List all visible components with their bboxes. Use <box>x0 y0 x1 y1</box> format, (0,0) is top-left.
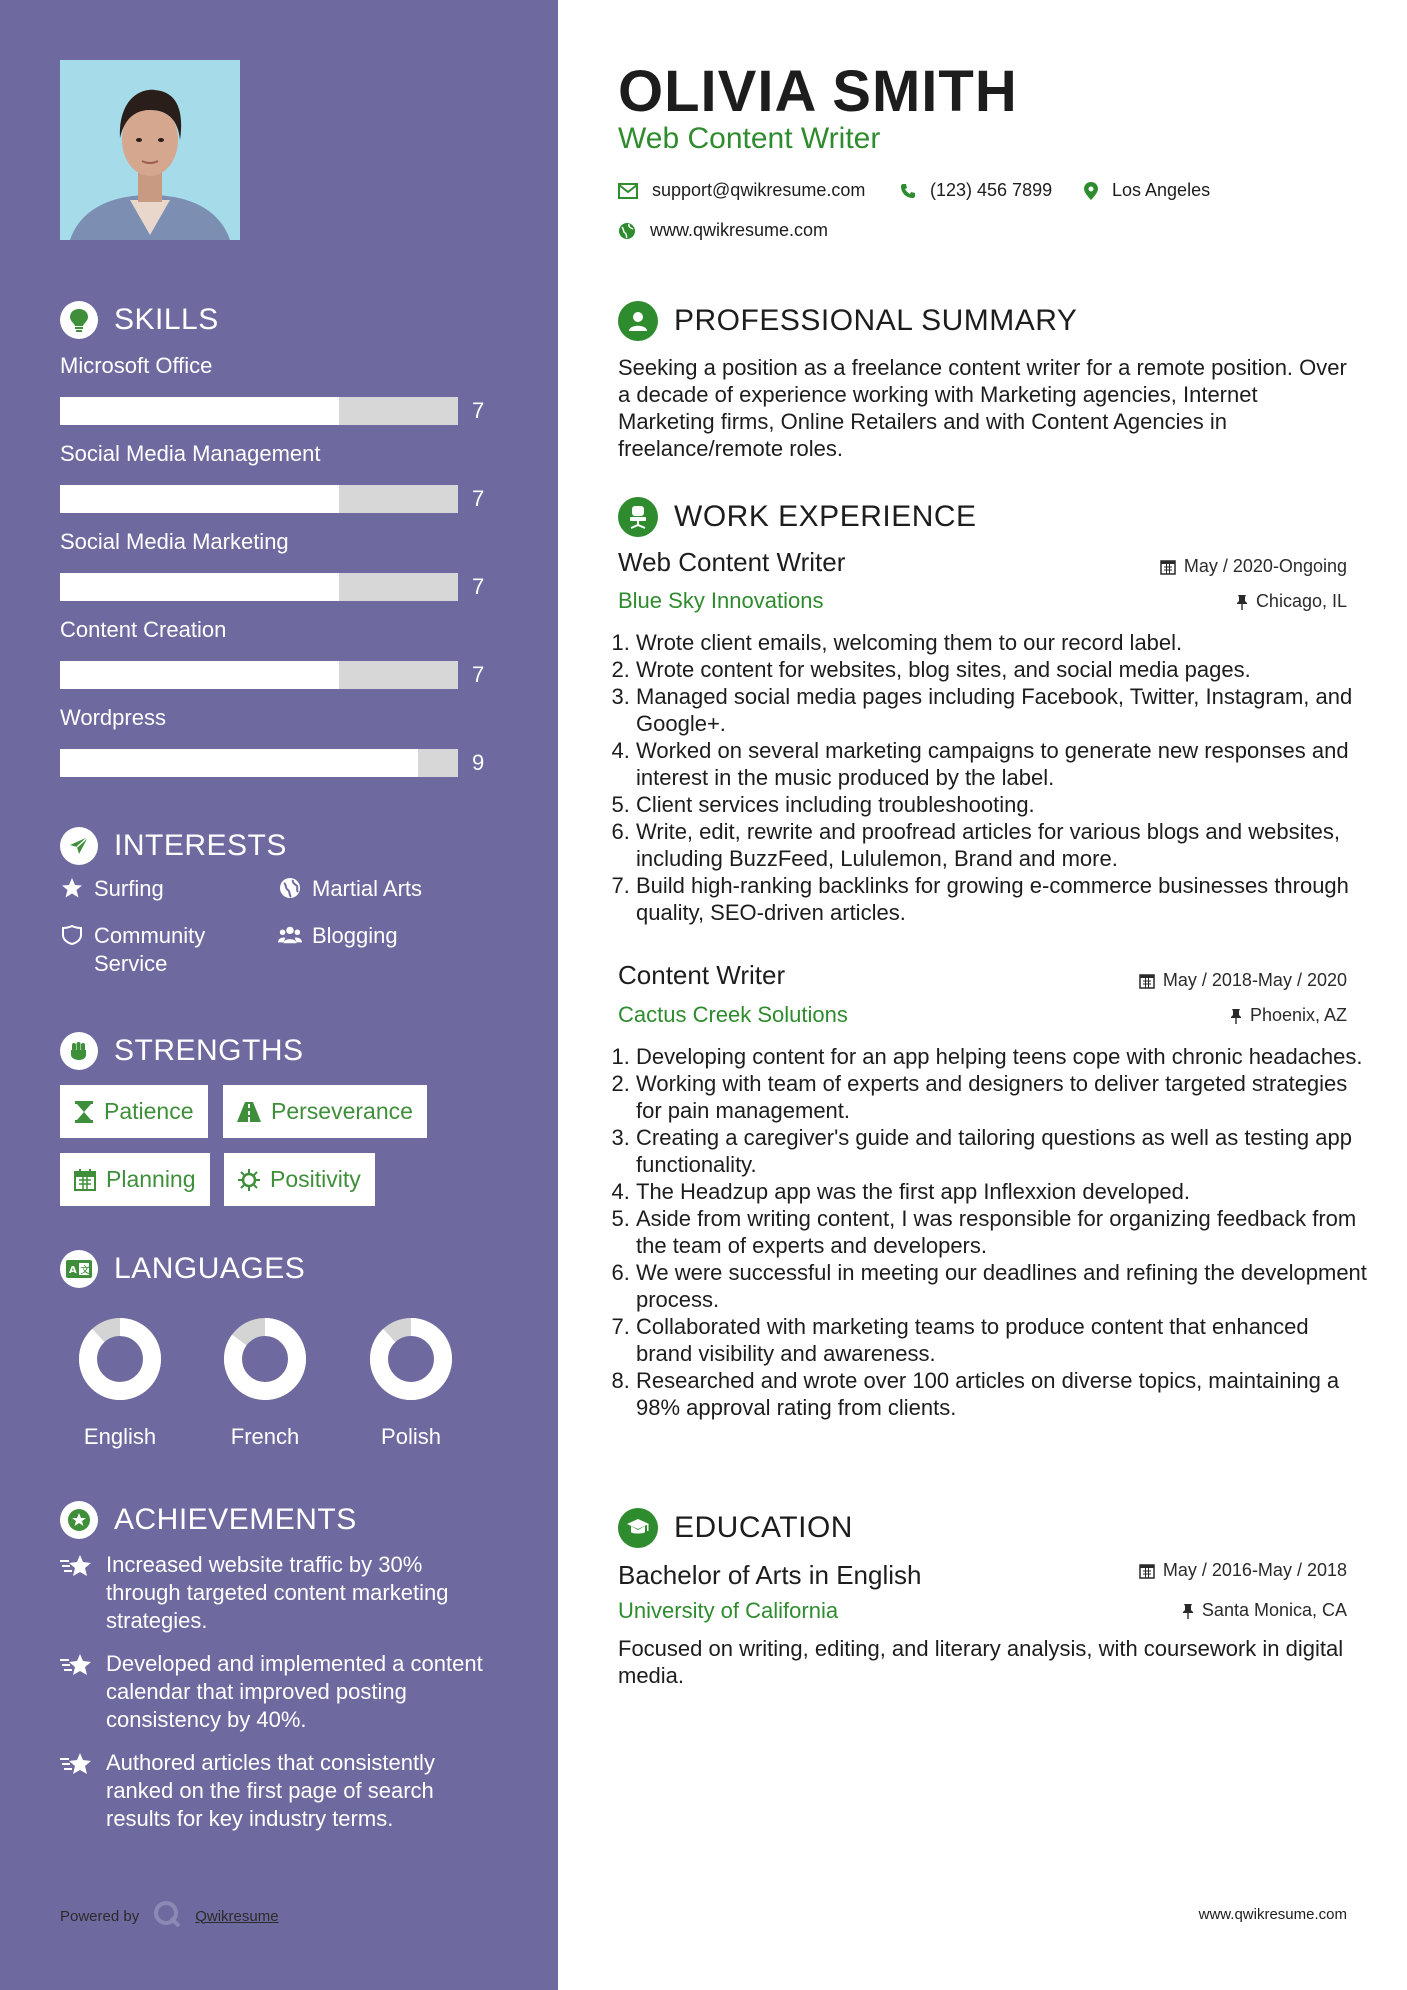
list-item: 5. Aside from writing content, I was responsible for organizing feedback from the team of experts and developers. <box>636 1205 1368 1259</box>
strength-label: Perseverance <box>271 1098 413 1124</box>
job-dates-text: May / 2020-Ongoing <box>1183 556 1347 576</box>
skill-bar-fill <box>60 749 418 777</box>
shooting-star-icon <box>60 1551 92 1635</box>
skill-value: 7 <box>472 486 485 511</box>
map-pin-icon <box>1084 182 1098 200</box>
job-location-text: Chicago, IL <box>1255 591 1347 611</box>
skill-bar <box>60 749 458 777</box>
strength-label: Positivity <box>270 1166 361 1192</box>
education-text: Focused on writing, editing, and literary analysis, with coursework in digital media. <box>618 1636 1344 1688</box>
qwikresume-link[interactable]: Qwikresume <box>195 1907 279 1925</box>
main-content <box>558 0 1407 1990</box>
profile-photo-image <box>60 60 240 240</box>
skill-label: Wordpress <box>60 705 166 730</box>
job-title: Content Writer <box>618 960 786 990</box>
strength-label: Patience <box>104 1098 194 1124</box>
achievement-item <box>60 1551 500 1635</box>
graduation-cap-icon <box>618 1508 658 1548</box>
job-duties-list <box>618 629 1368 926</box>
strength-label: Planning <box>106 1166 196 1192</box>
lightbulb-icon <box>60 301 98 339</box>
list-item: 4. Worked on several marketing campaigns to generate new responses and interest in the music produced by the label. <box>636 737 1368 791</box>
skill-bar <box>60 485 458 513</box>
list-item: 6. Write, edit, rewrite and proofread articles for various blogs and websites, including BuzzFeed, Lululemon, Brand and more. <box>636 818 1368 872</box>
job-location-text: Phoenix, AZ <box>1249 1005 1347 1025</box>
footer-url[interactable]: www.qwikresume.com <box>1198 1906 1347 1923</box>
skill-value: 7 <box>472 662 485 687</box>
list-item: 3. Managed social media pages including Facebook, Twitter, Instagram, and Google+. <box>636 683 1368 737</box>
skill-bar-fill <box>60 661 339 689</box>
languages-title: LANGUAGES <box>114 1252 306 1285</box>
list-item: 7. Collaborated with marketing teams to produce content that enhanced brand visibility and awareness. <box>636 1313 1368 1367</box>
achievements-title: ACHIEVEMENTS <box>114 1503 357 1536</box>
language-ring-fill <box>379 1327 443 1391</box>
skill-bar <box>60 397 458 425</box>
skill-bar <box>60 573 458 601</box>
hourglass-icon <box>74 1101 94 1123</box>
contact-phone <box>900 180 1052 201</box>
skill-bar-fill <box>60 485 339 513</box>
summary-heading <box>618 301 1077 341</box>
experience-title: WORK EXPERIENCE <box>674 500 977 533</box>
job-dates <box>1160 556 1347 577</box>
strength-badge <box>60 1085 208 1138</box>
globe-icon <box>618 222 636 240</box>
interest-label: Martial Arts <box>312 876 423 901</box>
list-item: 4. The Headzup app was the first app Inflexxion developed. <box>636 1178 1368 1205</box>
achievements-heading <box>60 1501 357 1539</box>
pushpin-icon <box>1182 1603 1194 1619</box>
paper-plane-icon <box>60 827 98 865</box>
powered-by-text: Powered by <box>60 1907 140 1925</box>
job-company: Cactus Creek Solutions <box>618 1002 848 1027</box>
strengths-heading <box>60 1032 304 1070</box>
skill-label: Content Creation <box>60 617 227 642</box>
fist-icon <box>60 1032 98 1070</box>
skill-item <box>60 441 500 511</box>
office-chair-icon <box>618 497 658 537</box>
calendar-icon <box>1160 559 1176 575</box>
skill-value: 9 <box>472 750 485 775</box>
education-title: EDUCATION <box>674 1511 853 1544</box>
school-name: University of California <box>618 1598 839 1623</box>
language-icon <box>60 1250 98 1288</box>
summary-title: PROFESSIONAL SUMMARY <box>674 304 1078 337</box>
skill-value: 7 <box>472 398 485 423</box>
skill-item <box>60 705 500 775</box>
job-title: Web Content Writer <box>618 547 846 577</box>
experience-heading <box>618 497 977 537</box>
list-item: 1. Developing content for an app helping teens cope with chronic headaches. <box>636 1043 1368 1070</box>
list-item: 2. Working with team of experts and designers to deliver targeted strategies for pain management. <box>636 1070 1368 1124</box>
strength-badge <box>60 1153 210 1206</box>
shield-icon <box>60 922 84 946</box>
skill-label: Microsoft Office <box>60 353 213 378</box>
envelope-icon <box>618 183 638 199</box>
strengths-title: STRENGTHS <box>114 1034 304 1067</box>
language-label: French <box>230 1424 300 1449</box>
contact-email <box>618 180 865 201</box>
skill-label: Social Media Management <box>60 441 321 466</box>
skill-bar <box>60 661 458 689</box>
language-ring <box>77 1316 163 1402</box>
list-item: 7. Build high-ranking backlinks for growing e-commerce businesses through quality, SEO-driven articles. <box>636 872 1368 926</box>
globe-icon <box>278 875 302 899</box>
contact-website <box>618 220 828 241</box>
list-item: 1. Wrote client emails, welcoming them to our record label. <box>636 629 1368 656</box>
interest-item <box>278 875 478 903</box>
users-icon <box>278 922 302 946</box>
interest-label: Surfing <box>94 876 164 901</box>
shooting-star-icon <box>60 1650 92 1734</box>
interest-item <box>60 875 260 903</box>
education-location-text: Santa Monica, CA <box>1201 1600 1347 1620</box>
sun-icon <box>238 1169 260 1191</box>
language-ring <box>222 1316 308 1402</box>
language-item <box>60 1316 180 1450</box>
sidebar <box>0 0 558 1990</box>
qwikresume-logo-icon <box>153 1900 181 1932</box>
education-location <box>1182 1600 1347 1621</box>
user-icon <box>618 301 658 341</box>
job-location <box>1236 591 1347 612</box>
language-label: Polish <box>381 1424 441 1449</box>
job-dates <box>1139 970 1347 991</box>
education-heading <box>618 1508 853 1548</box>
website-text[interactable]: www.qwikresume.com <box>650 220 829 240</box>
language-ring-fill <box>88 1327 152 1391</box>
achievement-item <box>60 1650 500 1734</box>
skill-item <box>60 529 500 599</box>
achievement-text: Authored articles that consistently ranked on the first page of search results for key industry terms. <box>106 1750 435 1831</box>
skill-item <box>60 353 500 423</box>
languages-heading <box>60 1250 305 1288</box>
list-item: 8. Researched and wrote over 100 articles on diverse topics, maintaining a 98% approval rating from clients. <box>636 1367 1368 1421</box>
skill-value: 7 <box>472 574 485 599</box>
road-icon <box>237 1102 261 1122</box>
shooting-star-icon <box>60 1749 92 1833</box>
list-item: 6. We were successful in meeting our deadlines and refining the development process. <box>636 1259 1368 1313</box>
language-item <box>205 1316 325 1450</box>
interests-title: INTERESTS <box>114 829 287 862</box>
star-badge-icon <box>60 1501 98 1539</box>
job-location <box>1230 1005 1347 1026</box>
education-dates-text: May / 2016-May / 2018 <box>1162 1560 1347 1580</box>
skill-bar-fill <box>60 573 339 601</box>
profile-photo <box>60 60 240 240</box>
interest-label: Community Service <box>94 923 206 976</box>
svg-text:A: A <box>69 1265 77 1276</box>
list-item: 3. Creating a caregiver's guide and tailoring questions as well as testing app functionality. <box>636 1124 1368 1178</box>
skill-label: Social Media Marketing <box>60 529 289 554</box>
job-duties-list <box>618 1043 1368 1421</box>
svg-text:文: 文 <box>80 1266 90 1276</box>
contact-location <box>1084 180 1210 201</box>
language-item <box>351 1316 471 1450</box>
job-company: Blue Sky Innovations <box>618 588 824 613</box>
pushpin-icon <box>1230 1008 1242 1024</box>
language-label: English <box>83 1424 157 1449</box>
interest-item <box>60 922 260 978</box>
interest-label: Blogging <box>312 923 398 948</box>
list-item: 2. Wrote content for websites, blog sites, and social media pages. <box>636 656 1368 683</box>
phone-text[interactable]: (123) 456 7899 <box>930 180 1053 200</box>
summary-text: Seeking a position as a freelance content writer for a remote position. Over a decade of experience working with Marketing agencies, Internet Marketing firms, Online Retailers and with Content Agencies in freelance/remote roles. <box>618 355 1347 461</box>
skills-title: SKILLS <box>114 303 219 336</box>
calendar-icon <box>1139 973 1155 989</box>
location-text: Los Angeles <box>1112 180 1211 200</box>
skills-heading <box>60 301 219 339</box>
interests-heading <box>60 827 287 865</box>
job-dates-text: May / 2018-May / 2020 <box>1162 970 1347 990</box>
calendar-icon <box>74 1169 96 1191</box>
interest-item <box>278 922 478 950</box>
skill-item <box>60 617 500 687</box>
achievement-item <box>60 1749 500 1833</box>
email-text[interactable]: support@qwikresume.com <box>652 180 866 200</box>
list-item: 5. Client services including troubleshooting. <box>636 791 1368 818</box>
powered-by <box>60 1900 279 1932</box>
strength-badge <box>224 1153 375 1206</box>
phone-icon <box>900 183 916 199</box>
strength-badge <box>223 1085 427 1138</box>
star-icon <box>60 875 84 899</box>
pushpin-icon <box>1236 594 1248 610</box>
candidate-name: OLIVIA SMITH <box>618 59 1018 124</box>
language-ring <box>368 1316 454 1402</box>
skill-bar-fill <box>60 397 339 425</box>
calendar-icon <box>1139 1563 1155 1579</box>
achievement-text: Developed and implemented a content calendar that improved posting consistency by 40%. <box>106 1651 483 1732</box>
education-dates <box>1139 1560 1347 1581</box>
achievement-text: Increased website traffic by 30% through targeted content marketing strategies. <box>106 1552 449 1633</box>
degree-title: Bachelor of Arts in English <box>618 1560 922 1590</box>
candidate-title: Web Content Writer <box>618 122 881 155</box>
